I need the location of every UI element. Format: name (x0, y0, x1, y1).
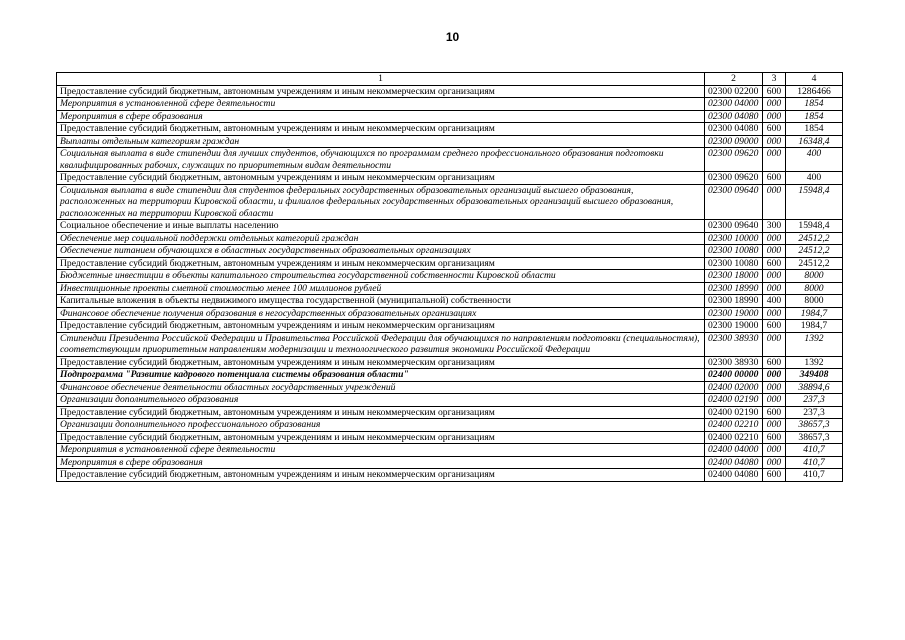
row-type-cell: 000 (763, 282, 786, 295)
row-type-cell: 000 (763, 98, 786, 111)
row-name-cell: Социальная выплата в виде стипендии для лучших студентов, обучающихся по программам среднего профессионального образования подготовки квалифицированных рабочих, служащих по приоритетным видам деятельности (57, 148, 705, 172)
table-row (57, 98, 843, 111)
row-code-cell: 02300 09620 (705, 148, 763, 172)
row-amount-cell: 1984,7 (786, 320, 843, 333)
table-row (57, 431, 843, 444)
row-code-cell: 02300 04080 (705, 123, 763, 136)
table-row (57, 245, 843, 258)
row-type-cell: 600 (763, 123, 786, 136)
row-name-cell: Предоставление субсидий бюджетным, автономным учреждениям и иным некоммерческим организациям (57, 257, 705, 270)
table-row (57, 307, 843, 320)
row-type-cell: 000 (763, 444, 786, 457)
row-type-cell: 000 (763, 419, 786, 432)
row-name-cell: Выплаты отдельным категориям граждан (57, 135, 705, 148)
row-amount-cell: 1854 (786, 110, 843, 123)
row-type-cell: 000 (763, 135, 786, 148)
table-row (57, 356, 843, 369)
row-code-cell: 02300 10000 (705, 232, 763, 245)
row-amount-cell: 349408 (786, 369, 843, 382)
row-name-cell: Мероприятия в сфере образования (57, 456, 705, 469)
table-row (57, 469, 843, 482)
row-code-cell: 02400 04080 (705, 469, 763, 482)
row-name-cell: Предоставление субсидий бюджетным, автономным учреждениям и иным некоммерческим организациям (57, 469, 705, 482)
row-name-cell: Предоставление субсидий бюджетным, автономным учреждениям и иным некоммерческим организациям (57, 356, 705, 369)
row-amount-cell: 15948,4 (786, 184, 843, 220)
row-name-cell: Обеспечение мер социальной поддержки отдельных категорий граждан (57, 232, 705, 245)
header-col-3: 3 (763, 73, 786, 86)
row-name-cell: Предоставление субсидий бюджетным, автономным учреждениям и иным некоммерческим организациям (57, 406, 705, 419)
table-row (57, 369, 843, 382)
row-code-cell: 02400 02210 (705, 431, 763, 444)
row-code-cell: 02300 38930 (705, 356, 763, 369)
table-row (57, 184, 843, 220)
row-name-cell: Стипендии Президента Российской Федерации и Правительства Российской Федерации для обучающихся по направлениям подготовки (специальностям), соответствующим приоритетным направлениям модернизации и технологического развития экономики Российской Федерации (57, 332, 705, 356)
table-row (57, 381, 843, 394)
row-type-cell: 000 (763, 307, 786, 320)
row-type-cell: 000 (763, 110, 786, 123)
table-row (57, 172, 843, 185)
row-code-cell: 02300 38930 (705, 332, 763, 356)
table-row (57, 406, 843, 419)
row-code-cell: 02300 18990 (705, 282, 763, 295)
row-name-cell: Подпрограмма "Развитие кадрового потенциала системы образования области" (57, 369, 705, 382)
row-name-cell: Организации дополнительного образования (57, 394, 705, 407)
row-type-cell: 000 (763, 456, 786, 469)
row-name-cell: Мероприятия в установленной сфере деятельности (57, 444, 705, 457)
row-amount-cell: 1392 (786, 332, 843, 356)
row-type-cell: 600 (763, 172, 786, 185)
row-type-cell: 000 (763, 394, 786, 407)
table-row (57, 456, 843, 469)
row-type-cell: 600 (763, 406, 786, 419)
row-code-cell: 02300 02200 (705, 85, 763, 98)
row-code-cell: 02300 09620 (705, 172, 763, 185)
row-amount-cell: 400 (786, 172, 843, 185)
table-body (57, 85, 843, 481)
row-name-cell: Обеспечение питанием обучающихся в областных государственных образовательных организациях (57, 245, 705, 258)
row-type-cell: 600 (763, 257, 786, 270)
row-amount-cell: 410,7 (786, 456, 843, 469)
row-name-cell: Бюджетные инвестиции в объекты капитального строительства государственной собственности Кировской области (57, 270, 705, 283)
table-row (57, 419, 843, 432)
row-code-cell: 02300 19000 (705, 320, 763, 333)
row-amount-cell: 1392 (786, 356, 843, 369)
row-name-cell: Капитальные вложения в объекты недвижимого имущества государственной (муниципальной) собственности (57, 295, 705, 308)
table-row (57, 320, 843, 333)
row-type-cell: 000 (763, 369, 786, 382)
row-amount-cell: 1854 (786, 123, 843, 136)
header-col-2: 2 (705, 73, 763, 86)
row-code-cell: 02300 19000 (705, 307, 763, 320)
table-row (57, 148, 843, 172)
header-col-1: 1 (57, 73, 705, 86)
row-amount-cell: 15948,4 (786, 220, 843, 233)
row-name-cell: Мероприятия в сфере образования (57, 110, 705, 123)
row-type-cell: 600 (763, 431, 786, 444)
row-code-cell: 02400 02190 (705, 394, 763, 407)
table-row (57, 257, 843, 270)
row-code-cell: 02300 10080 (705, 257, 763, 270)
row-code-cell: 02300 09000 (705, 135, 763, 148)
row-code-cell: 02300 04000 (705, 98, 763, 111)
table-header-row (57, 73, 843, 86)
header-col-4: 4 (786, 73, 843, 86)
budget-table (56, 72, 843, 482)
row-amount-cell: 1286466 (786, 85, 843, 98)
row-code-cell: 02300 04080 (705, 110, 763, 123)
row-code-cell: 02400 04000 (705, 444, 763, 457)
row-amount-cell: 8000 (786, 270, 843, 283)
row-name-cell: Социальное обеспечение и иные выплаты населению (57, 220, 705, 233)
table-row (57, 332, 843, 356)
row-name-cell: Предоставление субсидий бюджетным, автономным учреждениям и иным некоммерческим организациям (57, 85, 705, 98)
row-amount-cell: 410,7 (786, 469, 843, 482)
row-type-cell: 000 (763, 332, 786, 356)
row-amount-cell: 8000 (786, 282, 843, 295)
row-amount-cell: 24512,2 (786, 232, 843, 245)
row-amount-cell: 1984,7 (786, 307, 843, 320)
row-amount-cell: 38894,6 (786, 381, 843, 394)
table-row (57, 282, 843, 295)
table-row (57, 135, 843, 148)
table-row (57, 123, 843, 136)
row-type-cell: 000 (763, 270, 786, 283)
row-name-cell: Организации дополнительного профессионального образования (57, 419, 705, 432)
row-code-cell: 02400 02000 (705, 381, 763, 394)
row-type-cell: 000 (763, 148, 786, 172)
table-row (57, 444, 843, 457)
row-amount-cell: 24512,2 (786, 245, 843, 258)
row-amount-cell: 1854 (786, 98, 843, 111)
table-row (57, 110, 843, 123)
row-amount-cell: 38657,3 (786, 419, 843, 432)
row-code-cell: 02400 02190 (705, 406, 763, 419)
row-type-cell: 400 (763, 295, 786, 308)
table-row (57, 295, 843, 308)
table-row (57, 270, 843, 283)
row-type-cell: 000 (763, 245, 786, 258)
row-name-cell: Инвестиционные проекты сметной стоимостью менее 100 миллионов рублей (57, 282, 705, 295)
row-amount-cell: 400 (786, 148, 843, 172)
table-row (57, 394, 843, 407)
row-code-cell: 02400 02210 (705, 419, 763, 432)
row-amount-cell: 16348,4 (786, 135, 843, 148)
row-amount-cell: 8000 (786, 295, 843, 308)
row-amount-cell: 410,7 (786, 444, 843, 457)
row-amount-cell: 237,3 (786, 406, 843, 419)
row-code-cell: 02400 04080 (705, 456, 763, 469)
row-type-cell: 600 (763, 356, 786, 369)
table-row (57, 85, 843, 98)
page-number: 10 (445, 30, 460, 44)
row-code-cell: 02400 00000 (705, 369, 763, 382)
row-type-cell: 600 (763, 320, 786, 333)
row-code-cell: 02300 18990 (705, 295, 763, 308)
row-name-cell: Предоставление субсидий бюджетным, автономным учреждениям и иным некоммерческим организациям (57, 320, 705, 333)
table-row (57, 232, 843, 245)
row-type-cell: 300 (763, 220, 786, 233)
row-code-cell: 02300 09640 (705, 220, 763, 233)
table-row (57, 220, 843, 233)
row-amount-cell: 237,3 (786, 394, 843, 407)
row-name-cell: Социальная выплата в виде стипендии для студентов федеральных государственных образовательных организаций высшего образования, расположенных на территории Кировской области, и филиалов федеральных государственных образовательных организаций высшего образования, расположенных на территории Кировской области (57, 184, 705, 220)
row-name-cell: Предоставление субсидий бюджетным, автономным учреждениям и иным некоммерческим организациям (57, 172, 705, 185)
row-code-cell: 02300 10080 (705, 245, 763, 258)
row-code-cell: 02300 18000 (705, 270, 763, 283)
row-type-cell: 600 (763, 469, 786, 482)
row-code-cell: 02300 09640 (705, 184, 763, 220)
row-amount-cell: 38657,3 (786, 431, 843, 444)
row-name-cell: Финансовое обеспечение получения образования в негосударственных образовательных организациях (57, 307, 705, 320)
row-type-cell: 600 (763, 85, 786, 98)
row-name-cell: Предоставление субсидий бюджетным, автономным учреждениям и иным некоммерческим организациям (57, 431, 705, 444)
row-name-cell: Предоставление субсидий бюджетным, автономным учреждениям и иным некоммерческим организациям (57, 123, 705, 136)
row-type-cell: 000 (763, 381, 786, 394)
row-type-cell: 000 (763, 232, 786, 245)
row-name-cell: Мероприятия в установленной сфере деятельности (57, 98, 705, 111)
row-name-cell: Финансовое обеспечение деятельности областных государственных учреждений (57, 381, 705, 394)
row-type-cell: 000 (763, 184, 786, 220)
row-amount-cell: 24512,2 (786, 257, 843, 270)
